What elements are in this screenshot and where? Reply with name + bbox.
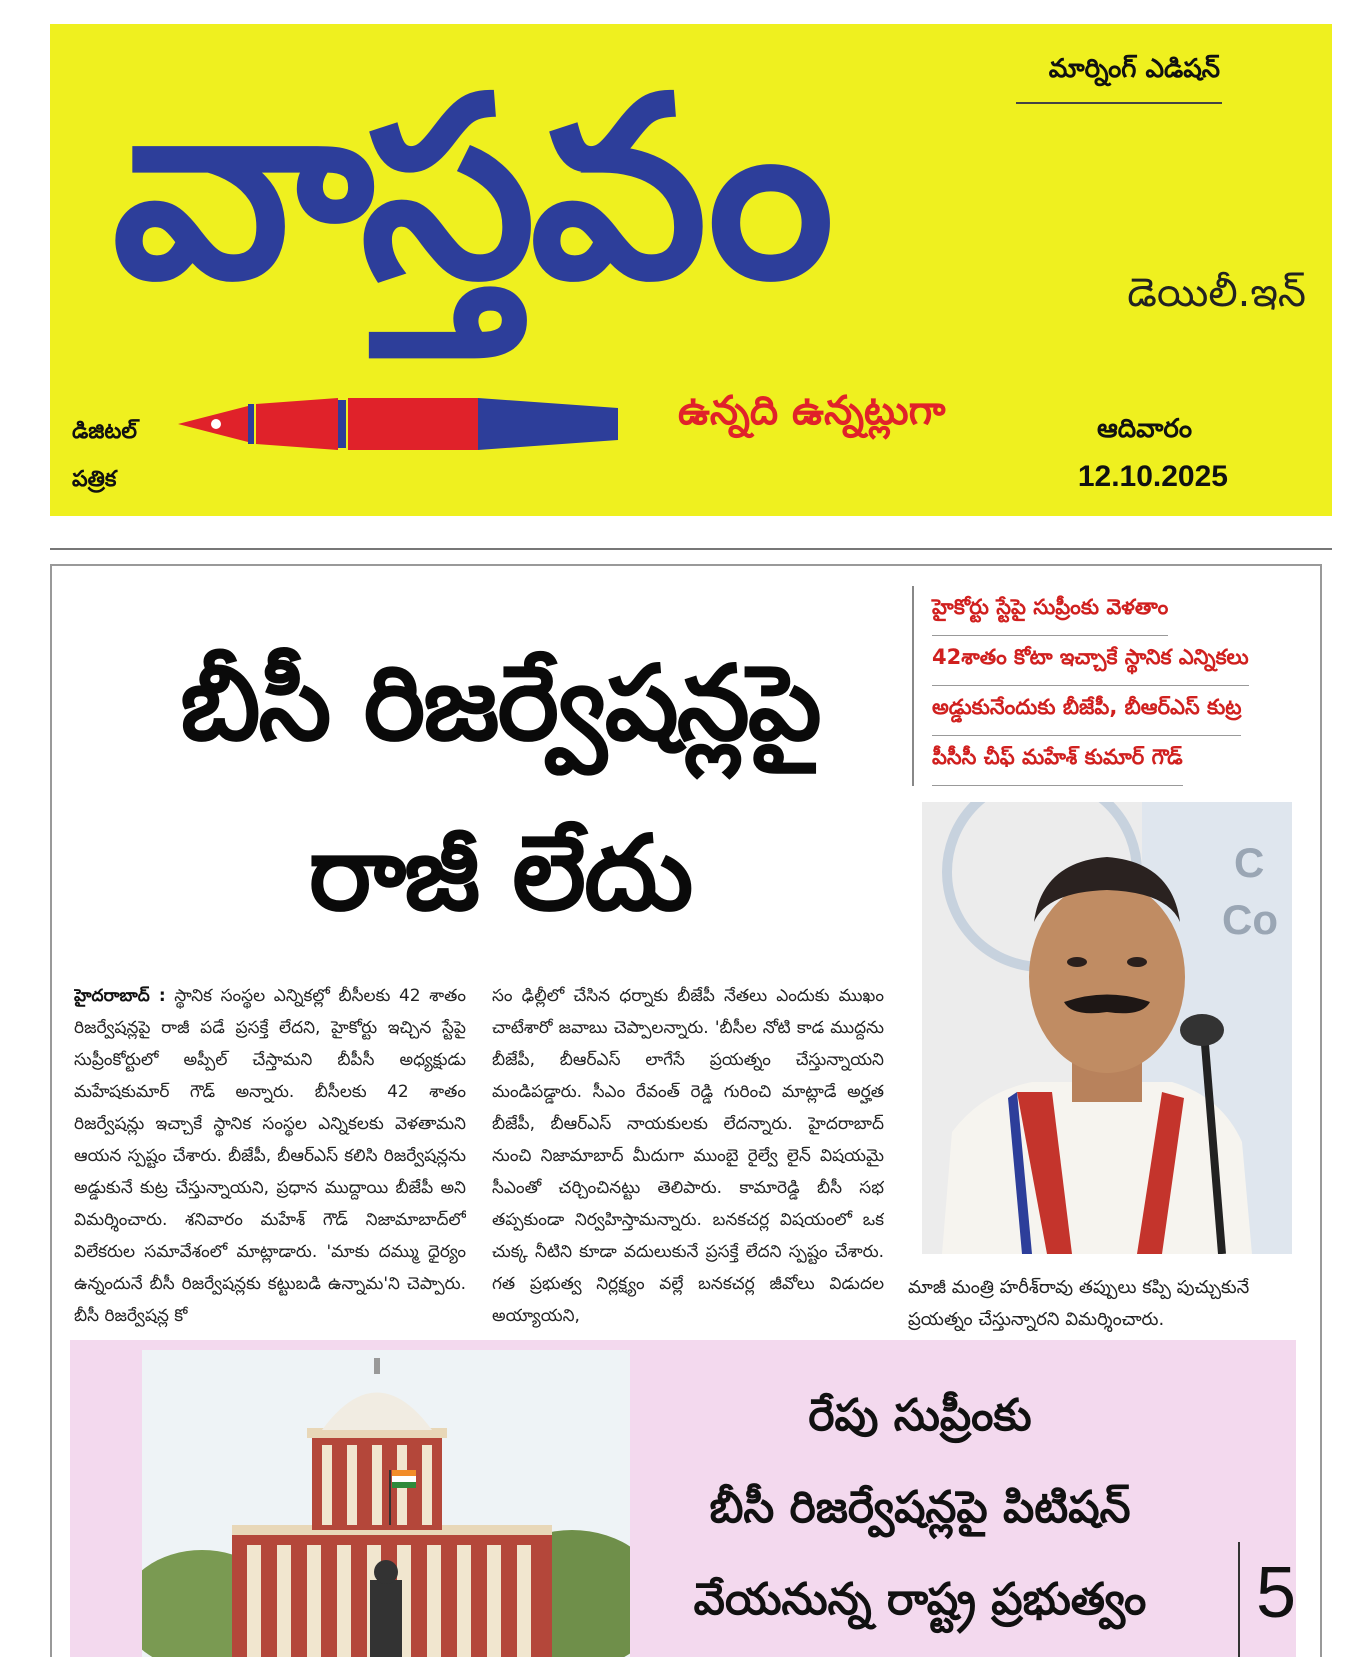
page-number-rule [1238,1542,1240,1657]
headline-line-2: రాజీ లేదు [308,812,692,934]
speaker-photo [922,802,1292,1254]
secondary-headline-line-3: వేయనున్న రాష్ట్ర ప్రభుత్వం [693,1574,1147,1625]
page-number: 5 [1255,1553,1297,1633]
supreme-court-photo [142,1350,630,1657]
subhead-3: అడ్డుకునేందుకు బీజేపీ, బీఆర్ఎస్ కుట్ర [932,686,1241,736]
pen-nib-icon [178,394,638,454]
digital-line-2: పత్రిక [72,467,117,492]
edition-label: మార్నింగ్ ఎడిషన్ [1048,54,1220,84]
subhead-2: 42శాతం కోటా ఇచ్చాకే స్థానిక ఎన్నికలు [932,636,1249,686]
digital-line-1: డిజిటల్ [72,419,137,444]
subhead-1: హైకోర్టు స్టేపై సుప్రీంకు వెళతాం [932,586,1168,636]
column-1-text: స్థానిక సంస్థల ఎన్నికల్లో బీసీలకు 42 శాతం రిజర్వేషన్లపై రాజీ పడే ప్రసక్తే లేదని, హైకోర్టు ఇచ్చిన స్టేపై సుప్రీంకోర్టులో అప్పీల్ చేస్తామని బీపీసీ అధ్యక్షుడు మహేషకుమార్ గౌడ్ అన్నారు. బీసీలకు 42 శాతం రిజర్వేషన్లు ఇచ్చాకే స్థానిక సంస్థల ఎన్నికలకు వెళతామని ఆయన స్పష్టం చేశారు. బీజేపీ, బీఆర్ఎస్ కలిసి రిజర్వేషన్లను అడ్డుకునే కుట్ర చేస్తున్నాయని, ప్రధాన ముద్దాయి బీజేపీ అని విమర్శించారు. శనివారం మహేశ్ గౌడ్ నిజామాబాద్‌లో విలేకరుల సమావేశంలో మాట్లాడారు. 'మాకు దమ్ము ధైర్యం ఉన్నందునే బీసీ రిజర్వేషన్లకు కట్టుబడి ఉన్నామ'ని చెప్పారు. బీసీ రిజర్వేషన్ల కో [74,986,466,1326]
story-column-1 [74,980,466,1332]
backdrop-letter-2: Co [1222,896,1278,943]
headline-line-1: బీసీ రిజర్వేషన్లపై [180,642,820,764]
digital-label [72,408,137,504]
subheads [912,586,1292,786]
secondary-headline-line-1: రేపు సుప్రీంకు [808,1390,1032,1441]
edition-rule [1016,102,1222,104]
dateline: హైదరాబాద్ : [74,986,166,1006]
secondary-headline [640,1370,1200,1646]
section-divider [50,548,1332,550]
column-2-text: సం ఢిల్లీలో చేసిన ధర్నాకు బీజేపీ నేతలు ఎందుకు ముఖం చాటేశారో జవాబు చెప్పాలన్నారు. 'బీసీల నోటి కాడ ముద్దను బీజేపీ, బీఆర్ఎస్ లాగేసే ప్రయత్నం చేస్తున్నాయని మండిపడ్డారు. సీఎం రేవంత్ రెడ్డి గురించి మాట్లాడే అర్హత బీజేపీ, బీఆర్ఎస్ నాయకులకు లేదన్నారు. హైదరాబాద్ నుంచి నిజామాబాద్ మీదుగా ముంబై రైల్వే లైన్ విషయమై సీఎంతో చర్చించినట్టు తెలిపారు. కామారెడ్డి బీసీ సభ తప్పకుండా నిర్వహిస్తామన్నారు. బనకచర్ల విషయంలో ఒక చుక్క నీటిని కూడా వదులుకునే ప్రసక్తే లేదని స్పష్టం చేశారు. గత ప్రభుత్వ నిర్లక్ష్యం వల్లే బనకచర్ల జీవోలు విడుదల అయ్యాయని, [492,986,884,1326]
subhead-4: పీసీసీ చీఫ్ మహేశ్ కుమార్ గౌడ్ [932,736,1183,786]
date-label: 12.10.2025 [1077,460,1228,493]
secondary-story [70,1340,1296,1657]
story-column-2 [492,980,884,1332]
day-label: ఆదివారం [1097,414,1192,444]
backdrop-letter-1: C [1234,839,1265,886]
newspaper-logo: వాస్తవం [112,43,829,334]
tagline: ఉన్నది ఉన్నట్లుగా [678,388,946,434]
masthead [50,24,1332,516]
photo-caption: మాజీ మంత్రి హరీశ్‌రావు తప్పులు కప్పి పుచ్చుకునే ప్రయత్నం చేస్తున్నారని విమర్శించారు. [908,1277,1250,1330]
domain-label: డెయిలీ.ఇన్ [1127,270,1306,316]
secondary-headline-line-2: బీసీ రిజర్వేషన్లపై పిటిషన్ [709,1482,1131,1533]
headline [110,618,890,958]
